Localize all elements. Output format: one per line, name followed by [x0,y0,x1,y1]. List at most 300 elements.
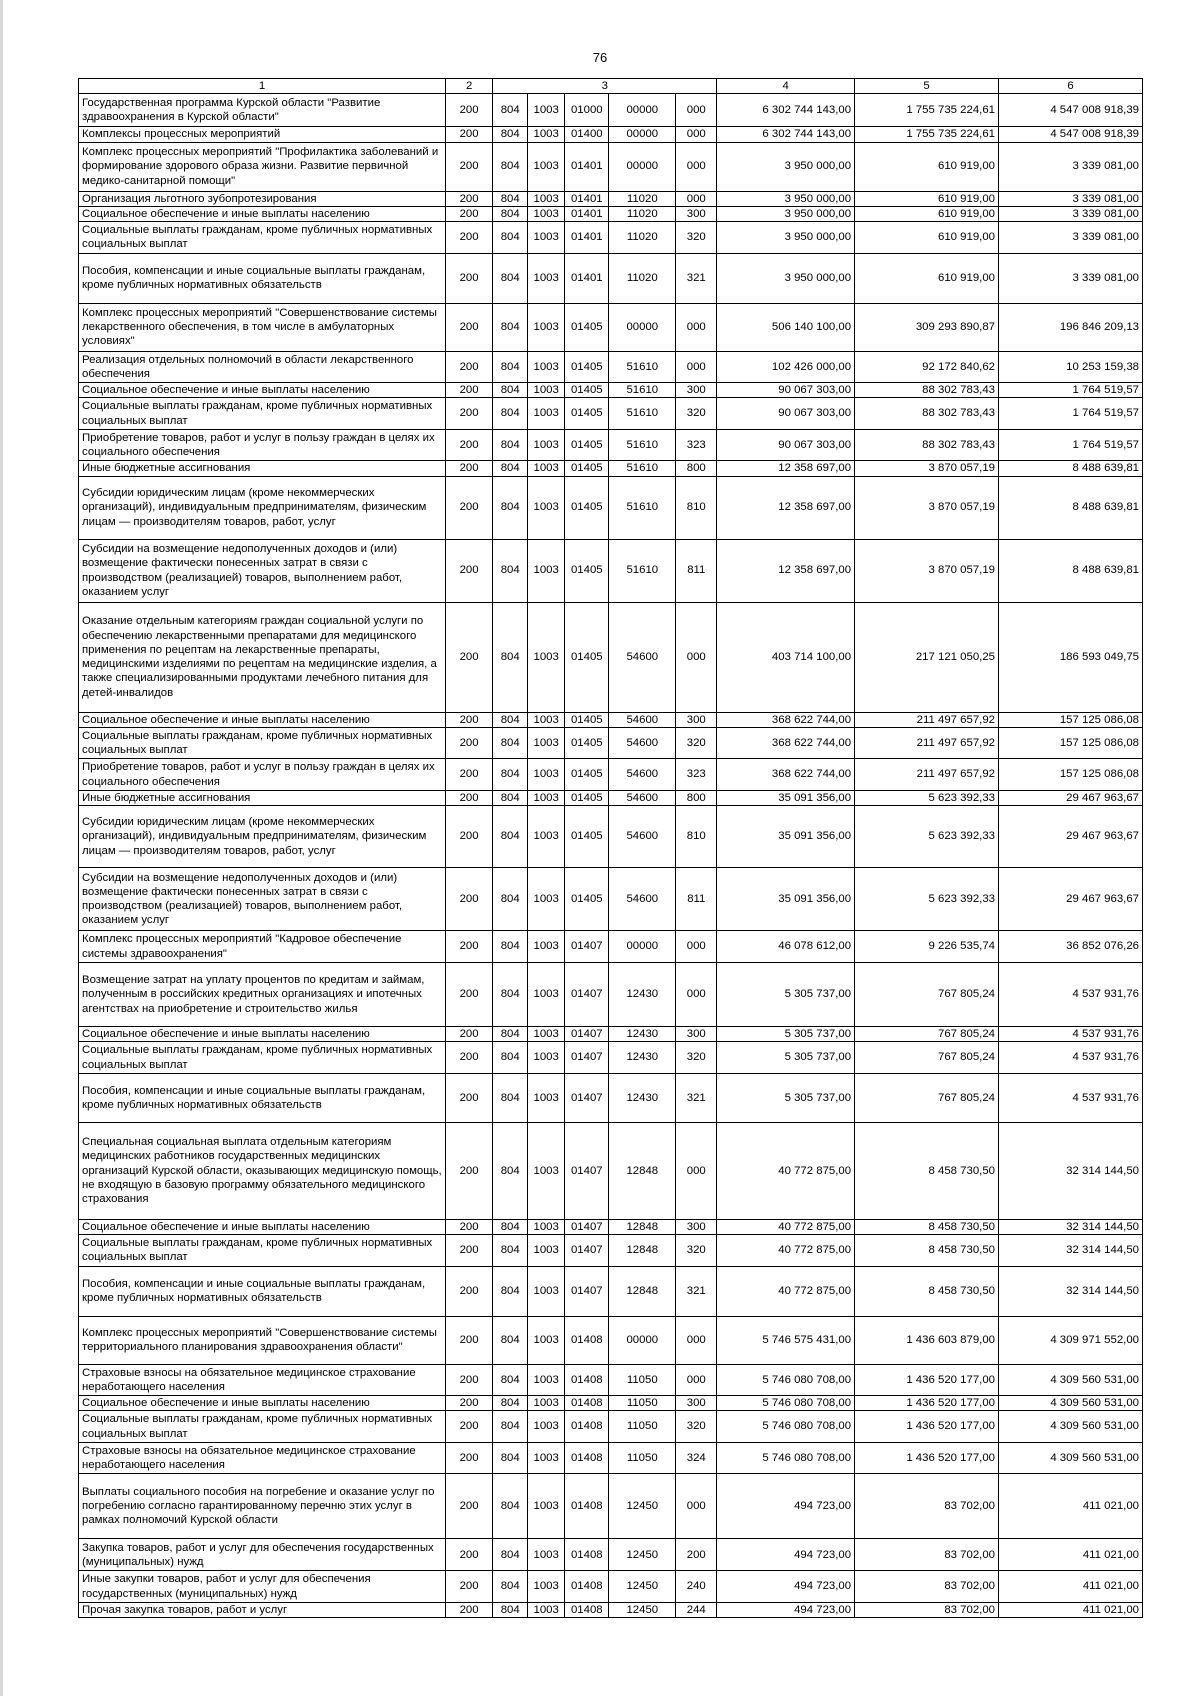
amount-cell: 32 314 144,50 [999,1266,1143,1316]
code-cell: 01407 [565,963,609,1027]
code-cell: 300 [676,1219,717,1234]
amount-cell: 494 723,00 [717,1571,855,1603]
code-cell: 1003 [528,963,565,1027]
table-row [79,1027,1143,1042]
table-row [79,191,1143,206]
code-cell: 300 [676,712,717,727]
code-cell: 51610 [609,398,676,430]
code-cell: 200 [445,1442,492,1474]
row-name-cell: Закупка товаров, работ и услуг для обеспечения государственных (муниципальных) нужд [79,1539,446,1571]
row-name-cell: Социальное обеспечение и иные выплаты населению [79,1396,446,1411]
code-cell: 01405 [565,383,609,398]
amount-cell: 5 746 080 708,00 [717,1396,855,1411]
amount-cell: 3 950 000,00 [717,206,855,221]
code-cell: 300 [676,1027,717,1042]
code-cell: 01405 [565,539,609,602]
amount-cell: 4 309 560 531,00 [999,1396,1143,1411]
code-cell: 1003 [528,1539,565,1571]
amount-cell: 4 547 008 918,39 [999,127,1143,142]
code-cell: 1003 [528,931,565,963]
code-cell: 1003 [528,1042,565,1074]
amount-cell: 12 358 697,00 [717,539,855,602]
code-cell: 804 [493,191,528,206]
code-cell: 1003 [528,727,565,759]
amount-cell: 5 623 392,33 [855,806,999,868]
code-cell: 12430 [609,1073,676,1122]
amount-cell: 5 746 080 708,00 [717,1364,855,1396]
code-cell: 804 [493,963,528,1027]
row-name-cell: Прочая закупка товаров, работ и услуг [79,1602,446,1617]
amount-cell: 3 870 057,19 [855,476,999,539]
amount-cell: 217 121 050,25 [855,602,999,712]
code-cell: 200 [445,1316,492,1364]
code-cell: 1003 [528,1027,565,1042]
amount-cell: 35 091 356,00 [717,868,855,931]
amount-cell: 5 746 575 431,00 [717,1316,855,1364]
row-name-cell: Субсидии на возмещение недополученных доходов и (или) возмещение фактически понесенных затрат в связи с производством (реализацией) товаров, выполнением работ, оказанием услуг [79,539,446,602]
amount-cell: 211 497 657,92 [855,712,999,727]
code-cell: 1003 [528,253,565,303]
row-name-cell: Комплекс процессных мероприятий "Совершенствование системы территориального планирования здравоохранения области" [79,1316,446,1364]
code-cell: 200 [445,303,492,351]
code-cell: 300 [676,1396,717,1411]
code-cell: 804 [493,759,528,791]
code-cell: 12430 [609,963,676,1027]
code-cell: 54600 [609,727,676,759]
table-row [79,727,1143,759]
code-cell: 54600 [609,602,676,712]
code-cell: 01407 [565,1073,609,1122]
table-row [79,806,1143,868]
amount-cell: 3 950 000,00 [717,191,855,206]
table-row [79,1122,1143,1219]
amount-cell: 368 622 744,00 [717,712,855,727]
table-header-row [79,79,1143,94]
amount-cell: 4 537 931,76 [999,1073,1143,1122]
row-name-cell: Субсидии юридическим лицам (кроме некоммерческих организаций), индивидуальным предпринимателям, физическим лицам — производителям товаров, работ, услуг [79,476,446,539]
code-cell: 1003 [528,383,565,398]
code-cell: 01407 [565,1219,609,1234]
code-cell: 11050 [609,1442,676,1474]
row-name-cell: Социальные выплаты гражданам, кроме публичных нормативных социальных выплат [79,222,446,254]
code-cell: 320 [676,1411,717,1443]
code-cell: 01408 [565,1411,609,1443]
code-cell: 200 [445,1571,492,1603]
amount-cell: 368 622 744,00 [717,759,855,791]
code-cell: 000 [676,1122,717,1219]
page-number: 76 [592,50,608,65]
code-cell: 51610 [609,461,676,476]
row-name-cell: Выплаты социального пособия на погребение и оказание услуг по погребению согласно гарантированному перечню этих услуг в рамках полномочий Курской области [79,1474,446,1539]
amount-cell: 83 702,00 [855,1539,999,1571]
code-cell: 804 [493,1396,528,1411]
code-cell: 200 [445,1122,492,1219]
code-cell: 320 [676,1235,717,1267]
table-row [79,94,1143,127]
row-name-cell: Социальные выплаты гражданам, кроме публичных нормативных социальных выплат [79,1042,446,1074]
table-row [79,303,1143,351]
amount-cell: 5 305 737,00 [717,1073,855,1122]
table-row [79,206,1143,221]
amount-cell: 767 805,24 [855,963,999,1027]
code-cell: 01000 [565,94,609,127]
code-cell: 51610 [609,351,676,383]
code-cell: 1003 [528,790,565,805]
amount-cell: 6 302 744 143,00 [717,127,855,142]
amount-cell: 88 302 783,43 [855,429,999,461]
amount-cell: 767 805,24 [855,1042,999,1074]
code-cell: 1003 [528,191,565,206]
code-cell: 01405 [565,461,609,476]
row-name-cell: Субсидии на возмещение недополученных доходов и (или) возмещение фактически понесенных затрат в связи с производством (реализацией) товаров, выполнением работ, оказанием услуг [79,868,446,931]
code-cell: 11050 [609,1364,676,1396]
code-cell: 200 [445,963,492,1027]
amount-cell: 494 723,00 [717,1602,855,1617]
amount-cell: 3 950 000,00 [717,222,855,254]
amount-cell: 4 537 931,76 [999,1027,1143,1042]
code-cell: 804 [493,1316,528,1364]
code-cell: 000 [676,931,717,963]
code-cell: 200 [445,759,492,791]
code-cell: 000 [676,94,717,127]
amount-cell: 4 309 560 531,00 [999,1442,1143,1474]
amount-cell: 196 846 209,13 [999,303,1143,351]
code-cell: 200 [445,1602,492,1617]
code-cell: 54600 [609,868,676,931]
code-cell: 1003 [528,461,565,476]
code-cell: 804 [493,539,528,602]
code-cell: 200 [445,1411,492,1443]
code-cell: 54600 [609,790,676,805]
amount-cell: 40 772 875,00 [717,1122,855,1219]
code-cell: 804 [493,429,528,461]
amount-cell: 1 436 520 177,00 [855,1411,999,1443]
amount-cell: 411 021,00 [999,1539,1143,1571]
code-cell: 1003 [528,476,565,539]
header-col-3: 3 [493,79,717,94]
code-cell: 1003 [528,1442,565,1474]
amount-cell: 36 852 076,26 [999,931,1143,963]
table-row [79,1411,1143,1443]
amount-cell: 90 067 303,00 [717,383,855,398]
code-cell: 12450 [609,1474,676,1539]
amount-cell: 186 593 049,75 [999,602,1143,712]
table-row [79,712,1143,727]
code-cell: 1003 [528,806,565,868]
table-row [79,1396,1143,1411]
amount-cell: 1 764 519,57 [999,398,1143,430]
row-name-cell: Иные бюджетные ассигнования [79,461,446,476]
code-cell: 01408 [565,1571,609,1603]
amount-cell: 32 314 144,50 [999,1122,1143,1219]
table-row [79,476,1143,539]
row-name-cell: Приобретение товаров, работ и услуг в пользу граждан в целях их социального обеспечения [79,759,446,791]
amount-cell: 3 950 000,00 [717,142,855,191]
code-cell: 1003 [528,1602,565,1617]
row-name-cell: Комплексы процессных мероприятий [79,127,446,142]
code-cell: 804 [493,1027,528,1042]
amount-cell: 8 488 639,81 [999,461,1143,476]
code-cell: 1003 [528,1411,565,1443]
code-cell: 11020 [609,191,676,206]
code-cell: 51610 [609,383,676,398]
code-cell: 1003 [528,1474,565,1539]
code-cell: 804 [493,461,528,476]
amount-cell: 4 309 560 531,00 [999,1411,1143,1443]
code-cell: 000 [676,963,717,1027]
amount-cell: 494 723,00 [717,1474,855,1539]
amount-cell: 1 436 603 879,00 [855,1316,999,1364]
amount-cell: 610 919,00 [855,206,999,221]
code-cell: 320 [676,222,717,254]
code-cell: 01401 [565,222,609,254]
code-cell: 804 [493,142,528,191]
code-cell: 000 [676,1316,717,1364]
amount-cell: 1 755 735 224,61 [855,127,999,142]
code-cell: 800 [676,461,717,476]
row-name-cell: Социальное обеспечение и иные выплаты населению [79,206,446,221]
code-cell: 00000 [609,303,676,351]
code-cell: 244 [676,1602,717,1617]
code-cell: 200 [445,1219,492,1234]
code-cell: 200 [676,1539,717,1571]
table-row [79,1364,1143,1396]
code-cell: 200 [445,476,492,539]
code-cell: 200 [445,429,492,461]
amount-cell: 40 772 875,00 [717,1219,855,1234]
code-cell: 01401 [565,253,609,303]
amount-cell: 157 125 086,08 [999,727,1143,759]
code-cell: 804 [493,1539,528,1571]
amount-cell: 6 302 744 143,00 [717,94,855,127]
code-cell: 810 [676,476,717,539]
code-cell: 12450 [609,1602,676,1617]
table-row [79,398,1143,430]
code-cell: 323 [676,429,717,461]
code-cell: 300 [676,383,717,398]
code-cell: 300 [676,206,717,221]
code-cell: 12430 [609,1042,676,1074]
code-cell: 01405 [565,351,609,383]
code-cell: 804 [493,253,528,303]
code-cell: 54600 [609,712,676,727]
code-cell: 810 [676,806,717,868]
row-name-cell: Социальное обеспечение и иные выплаты населению [79,1219,446,1234]
code-cell: 12450 [609,1571,676,1603]
code-cell: 200 [445,727,492,759]
amount-cell: 3 870 057,19 [855,539,999,602]
code-cell: 000 [676,351,717,383]
code-cell: 320 [676,1042,717,1074]
table-row [79,759,1143,791]
code-cell: 000 [676,1474,717,1539]
code-cell: 200 [445,398,492,430]
code-cell: 1003 [528,1266,565,1316]
code-cell: 200 [445,539,492,602]
header-col-2: 2 [445,79,492,94]
code-cell: 804 [493,1073,528,1122]
table-row [79,1316,1143,1364]
row-name-cell: Социальные выплаты гражданам, кроме публичных нормативных социальных выплат [79,727,446,759]
row-name-cell: Иные бюджетные ассигнования [79,790,446,805]
code-cell: 321 [676,1073,717,1122]
code-cell: 54600 [609,806,676,868]
code-cell: 200 [445,383,492,398]
code-cell: 200 [445,1073,492,1122]
amount-cell: 3 339 081,00 [999,253,1143,303]
code-cell: 804 [493,1219,528,1234]
table-row [79,1073,1143,1122]
amount-cell: 29 467 963,67 [999,790,1143,805]
code-cell: 804 [493,790,528,805]
code-cell: 804 [493,1602,528,1617]
row-name-cell: Социальные выплаты гражданам, кроме публичных нормативных социальных выплат [79,1411,446,1443]
table-row [79,1571,1143,1603]
code-cell: 01401 [565,206,609,221]
amount-cell: 5 746 080 708,00 [717,1411,855,1443]
amount-cell: 403 714 100,00 [717,602,855,712]
code-cell: 804 [493,476,528,539]
table-row [79,461,1143,476]
amount-cell: 29 467 963,67 [999,868,1143,931]
code-cell: 01405 [565,868,609,931]
code-cell: 200 [445,806,492,868]
code-cell: 804 [493,1042,528,1074]
amount-cell: 610 919,00 [855,191,999,206]
amount-cell: 46 078 612,00 [717,931,855,963]
amount-cell: 3 339 081,00 [999,206,1143,221]
code-cell: 00000 [609,1316,676,1364]
code-cell: 1003 [528,398,565,430]
amount-cell: 83 702,00 [855,1602,999,1617]
code-cell: 320 [676,398,717,430]
code-cell: 200 [445,222,492,254]
code-cell: 12848 [609,1235,676,1267]
row-name-cell: Социальные выплаты гражданам, кроме публичных нормативных социальных выплат [79,398,446,430]
code-cell: 000 [676,602,717,712]
amount-cell: 494 723,00 [717,1539,855,1571]
amount-cell: 3 339 081,00 [999,142,1143,191]
code-cell: 1003 [528,303,565,351]
code-cell: 1003 [528,127,565,142]
code-cell: 01407 [565,1235,609,1267]
code-cell: 811 [676,868,717,931]
code-cell: 200 [445,94,492,127]
amount-cell: 211 497 657,92 [855,759,999,791]
code-cell: 200 [445,127,492,142]
code-cell: 000 [676,191,717,206]
code-cell: 01408 [565,1602,609,1617]
amount-cell: 411 021,00 [999,1571,1143,1603]
row-name-cell: Иные закупки товаров, работ и услуг для обеспечения государственных (муниципальных) нужд [79,1571,446,1603]
amount-cell: 1 764 519,57 [999,429,1143,461]
code-cell: 1003 [528,1073,565,1122]
amount-cell: 40 772 875,00 [717,1266,855,1316]
amount-cell: 102 426 000,00 [717,351,855,383]
code-cell: 00000 [609,94,676,127]
code-cell: 1003 [528,1219,565,1234]
amount-cell: 1 436 520 177,00 [855,1396,999,1411]
row-name-cell: Возмещение затрат на уплату процентов по кредитам и займам, полученным в российских кредитных организациях и ипотечных агентствах на приобретение и строительство жилья [79,963,446,1027]
row-name-cell: Комплекс процессных мероприятий "Профилактика заболеваний и формирование здорового образа жизни. Развитие первичной медико-санитарной помощи" [79,142,446,191]
code-cell: 01407 [565,1122,609,1219]
code-cell: 1003 [528,759,565,791]
row-name-cell: Оказание отдельным категориям граждан социальной услуги по обеспечению лекарственными препаратами для медицинского применения по рецептам на лекарственные препараты, медицинскими изделиями по рецептам на медицинские изделия, а также специализированными продуктами лечебного питания для детей-инвалидов [79,602,446,712]
code-cell: 240 [676,1571,717,1603]
code-cell: 804 [493,94,528,127]
code-cell: 200 [445,351,492,383]
code-cell: 200 [445,206,492,221]
row-name-cell: Специальная социальная выплата отдельным категориям медицинских работников государственных медицинских организаций Курской области, оказывающих медицинскую помощь, не входящую в базовую программу обязательного медицинского страхования [79,1122,446,1219]
code-cell: 200 [445,253,492,303]
table-body [79,94,1143,1618]
code-cell: 01401 [565,191,609,206]
code-cell: 200 [445,1539,492,1571]
code-cell: 1003 [528,1571,565,1603]
code-cell: 000 [676,303,717,351]
code-cell: 54600 [609,759,676,791]
code-cell: 804 [493,383,528,398]
table-row [79,602,1143,712]
row-name-cell: Пособия, компенсации и иные социальные выплаты гражданам, кроме публичных нормативных обязательств [79,1073,446,1122]
amount-cell: 5 305 737,00 [717,1042,855,1074]
code-cell: 01408 [565,1364,609,1396]
code-cell: 1003 [528,1122,565,1219]
amount-cell: 767 805,24 [855,1027,999,1042]
code-cell: 800 [676,790,717,805]
code-cell: 804 [493,1411,528,1443]
code-cell: 200 [445,191,492,206]
code-cell: 01407 [565,931,609,963]
header-col-4: 4 [717,79,855,94]
amount-cell: 40 772 875,00 [717,1235,855,1267]
table-row [79,351,1143,383]
row-name-cell: Комплекс процессных мероприятий "Кадровое обеспечение системы здравоохранения" [79,931,446,963]
table-row [79,1442,1143,1474]
table-row [79,1235,1143,1267]
table-row [79,222,1143,254]
amount-cell: 3 870 057,19 [855,461,999,476]
code-cell: 804 [493,727,528,759]
code-cell: 01408 [565,1316,609,1364]
code-cell: 01405 [565,476,609,539]
code-cell: 01405 [565,806,609,868]
code-cell: 12848 [609,1122,676,1219]
code-cell: 51610 [609,476,676,539]
code-cell: 01407 [565,1042,609,1074]
amount-cell: 610 919,00 [855,142,999,191]
row-name-cell: Пособия, компенсации и иные социальные выплаты гражданам, кроме публичных нормативных обязательств [79,1266,446,1316]
code-cell: 51610 [609,429,676,461]
amount-cell: 1 436 520 177,00 [855,1442,999,1474]
amount-cell: 211 497 657,92 [855,727,999,759]
code-cell: 804 [493,806,528,868]
code-cell: 200 [445,142,492,191]
code-cell: 01408 [565,1474,609,1539]
table-row [79,142,1143,191]
code-cell: 1003 [528,602,565,712]
code-cell: 1003 [528,1396,565,1411]
row-name-cell: Пособия, компенсации и иные социальные выплаты гражданам, кроме публичных нормативных обязательств [79,253,446,303]
amount-cell: 5 746 080 708,00 [717,1442,855,1474]
code-cell: 01405 [565,727,609,759]
amount-cell: 1 755 735 224,61 [855,94,999,127]
code-cell: 000 [676,1364,717,1396]
amount-cell: 12 358 697,00 [717,461,855,476]
row-name-cell: Социальное обеспечение и иные выплаты населению [79,383,446,398]
code-cell: 1003 [528,142,565,191]
code-cell: 12430 [609,1027,676,1042]
